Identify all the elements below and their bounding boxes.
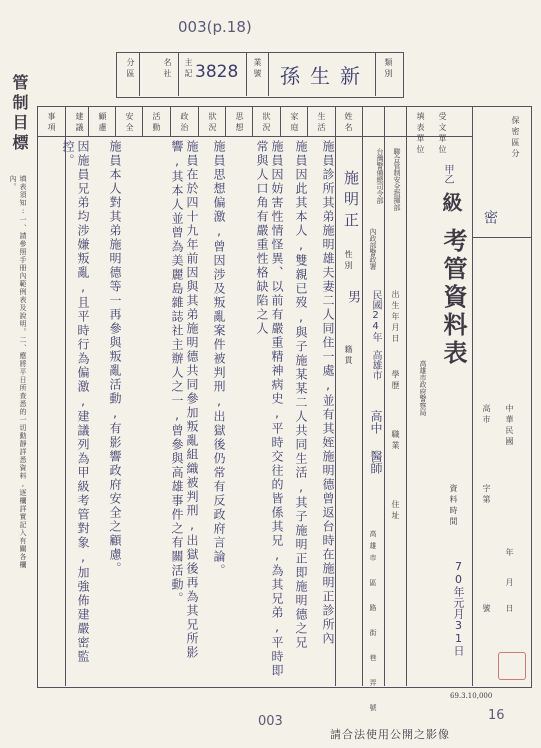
issuing-agency-1: 聯合管制安全指揮部 (393, 148, 401, 211)
job-label: 職業 (391, 430, 400, 452)
issuing-agency-2: 台灣警備總司令部 (376, 148, 384, 204)
address-value: 高雄市 區 路 街 巷 弄 號 (369, 530, 377, 716)
edu-value: 高中 (369, 410, 383, 434)
handwritten-suggest: 因施員兄弟均涉嫌叛亂,且平時行為偏激,建議列為甲級考管對象,加強佈建嚴密監控。 (61, 140, 90, 664)
sex-value: 男 (345, 290, 360, 303)
label-thought: 思想 (235, 112, 244, 134)
native-value: 高雄市 (370, 350, 381, 380)
title-prefix: 甲乙 (442, 164, 453, 184)
label-concern: 顧慮 (98, 112, 107, 134)
title-grade: 級 (439, 192, 463, 212)
birth-label: 出生年月日 (391, 290, 400, 345)
label-security: 安全 (125, 112, 134, 134)
date-month: 月 (505, 578, 514, 589)
label-family: 家庭 (290, 112, 299, 134)
sex-label: 性別 (344, 250, 353, 272)
master-label: 主記 (184, 58, 193, 80)
work-value: 孫生新 (280, 64, 370, 88)
address-label: 住址 (391, 500, 400, 522)
label-status1: 狀況 (262, 112, 271, 134)
handwritten-politics: 施員在於四十九年前因與其弟施明德共同參加叛亂組織被判刑,出獄後再為其兄所影響,其本人並曾為美麗島雜誌社主辦人之一,曾參與高雄事件之有關活動。 (170, 140, 199, 660)
handwritten-status: 施員因妨害性情怪異、以前有嚴重精神病史,平時交往的皆係其兄,為其兄弟,平時即常與人口角有嚴重性格缺陷之人 (255, 140, 284, 678)
label-items: 事項 (47, 112, 56, 134)
district-label: 分區 (126, 58, 135, 80)
label-name: 姓名 (344, 112, 353, 134)
data-time-value: 70年元月31日 (452, 560, 465, 656)
date-org: 中華民國 (505, 404, 514, 448)
filler-label: 填表單位 (416, 112, 425, 156)
handwritten-thought: 施員思想偏激,曾因涉及叛亂案件被判刑,出獄後仍常有反政府言論。 (212, 140, 226, 578)
filler-agency: 高雄市政府警察局 (419, 360, 427, 416)
native-label: 籍貫 (344, 345, 353, 367)
handwritten-security: 施員本人對其弟施明德等一再參與叛亂活動,有影響政府安全之顧慮。 (108, 140, 122, 576)
label-status2: 狀況 (208, 112, 217, 134)
work-label: 業號 (253, 58, 262, 80)
page-number: 16 (488, 708, 505, 723)
footer-watermark: 請合法使用公開之影像 (330, 728, 450, 741)
receiving-label: 受文單位 (438, 112, 447, 156)
label-politics: 政治 (180, 112, 189, 134)
label-life: 生活 (317, 112, 326, 134)
handwritten-family: 施員因此其本人,雙親已歿,與子施某某二人共同生活,其子施明正即施明德之兄 (294, 140, 308, 650)
category-label: 類別 (384, 58, 393, 80)
date-year: 年 (505, 548, 514, 559)
name-label: 名社 (163, 58, 172, 80)
edu-label: 學歷 (391, 370, 400, 392)
label-suggest: 建議 (75, 112, 84, 134)
data-time-label: 資料時間 (449, 484, 458, 528)
date-no: 號 (482, 604, 491, 615)
secret-grade-label: 保密區分 (511, 116, 520, 160)
form-note: 69.3.10,000 (450, 692, 493, 700)
master-value: 3828 (195, 62, 239, 82)
issuing-agency-3: 內政部警政署 (369, 228, 377, 270)
top-annotation: 003(p.18) (178, 18, 252, 36)
date-day: 日 (505, 604, 514, 615)
left-instruction: 填表須知:一、請參照手冊內範例表及說明。二、應將平日所查悉的一切動靜詳悉資料,逐欄詳實記入有關各欄內。 (9, 175, 27, 569)
handwritten-life: 施員診所其弟施明雄夫妻二人同住一處,並有其姪施明德曾返台時在施明正診所內 (321, 140, 335, 646)
library-seal (498, 652, 526, 680)
date-word: 字第 (482, 484, 491, 506)
bottom-annotation: 003 (258, 714, 283, 729)
date-city: 高市 (482, 404, 491, 426)
birth-value: 民國24年 (370, 290, 381, 342)
form-title: 考管資料表 (439, 228, 468, 368)
job-value: 醫師 (369, 450, 383, 474)
left-title: 管制目標 (10, 74, 29, 154)
name-value: 施明正 (342, 170, 360, 233)
label-activity: 活動 (152, 112, 161, 134)
secret-grade-value: 密 (482, 210, 498, 224)
